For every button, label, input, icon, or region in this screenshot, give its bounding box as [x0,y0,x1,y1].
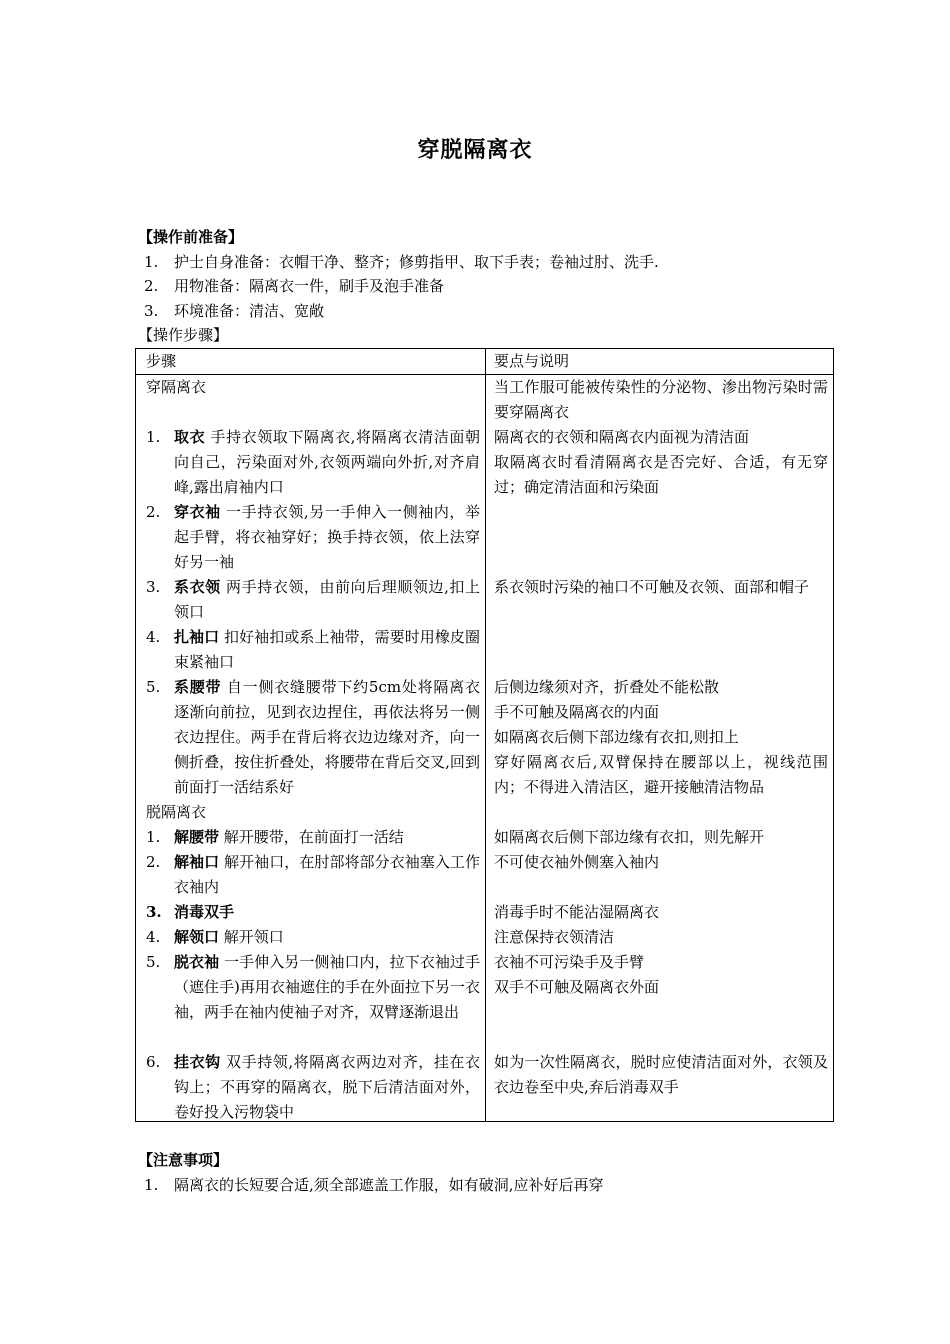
step-desc: 一手持衣领,另一手伸入一侧袖内，举起手臂，将衣袖穿好；换手持衣领，依上法穿好另一袖 [174,503,480,571]
step-name: 穿衣袖 [174,503,221,521]
note-text: 当工作服可能被传染性的分泌物、渗出物污染时需要穿隔离衣 [494,378,828,421]
step-desc: 两手持衣领，由前向后理顺领边,扣上领口 [174,578,480,621]
step-text [174,900,480,925]
notes-item [144,1174,844,1196]
step-desc: 手持衣领取下隔离衣,将隔离衣清洁面朝向自己，污染面对外,衣领两端向外折,对齐肩峰,露出肩袖内口 [174,428,480,496]
step-name: 脱衣袖 [174,953,220,971]
step-name: 系衣领 [174,578,221,596]
steps-table [135,348,834,1122]
prep-item [144,251,844,273]
steps-heading: 【操作步骤】 [138,326,229,344]
step-name: 扎袖口 [174,628,220,646]
note-text: 隔离衣的衣领和隔离衣内面视为清洁面 [494,428,750,446]
step-desc: 扣好袖扣或系上袖带，需要时用橡皮圈束紧袖口 [174,628,480,671]
column-divider [485,349,486,1121]
step-desc: 解开腰带，在前面打一活结 [219,828,404,846]
step-number: 1. [146,828,161,846]
step-name: 挂衣钩 [174,1053,221,1071]
step-desc: 一手伸入另一侧袖口内，拉下衣袖过手（遮住手)再用衣袖遮住的手在外面拉下另一衣袖，两手在袖内使袖子对齐，双臂逐渐退出 [174,953,480,1021]
step-number: 2. [146,853,161,871]
note-text: 如隔离衣后侧下部边缘有衣扣,则扣上 [494,728,739,746]
step-text [174,675,480,800]
step-number: 3. [146,578,161,596]
step-number: 2. [146,503,161,521]
step-number: 5. [146,678,161,696]
step-text [174,1050,480,1125]
prep-item-number: 3. [144,302,159,320]
step-name: 系腰带 [174,678,222,696]
step-text [174,950,480,1025]
step-number: 5. [146,953,161,971]
step-name: 解领口 [174,928,220,946]
step-text [174,575,480,625]
prep-heading: 【操作前准备】 [138,228,244,246]
note-text: 手不可触及隔离衣的内面 [494,703,660,721]
step-number: 3. [146,903,162,921]
note-text: 双手不可触及隔离衣外面 [494,978,660,996]
step-text [174,825,480,850]
note-text: 衣袖不可污染手及手臂 [494,953,645,971]
notes-heading: 【注意事项】 [138,1151,229,1169]
note-text: 如隔离衣后侧下部边缘有衣扣，则先解开 [494,828,765,846]
prep-item-number: 2. [144,277,159,295]
step-name: 消毒双手 [174,903,235,921]
step-text [174,850,480,900]
step-desc: 自一侧衣缝腰带下约5cm处将隔离衣逐渐向前拉，见到衣边捏住，再依法将另一侧衣边捏住。两手在背后将衣边边缘对齐，向一侧折叠，按住折叠处，将腰带在背后交叉,回到前面打一活结系好 [174,678,480,796]
doff-section-label: 脱隔离衣 [146,803,207,821]
note-text: 注意保持衣领清洁 [494,928,615,946]
don-section-label: 穿隔离衣 [146,378,207,396]
column-header-steps: 步骤 [146,352,177,370]
step-desc: 双手持领,将隔离衣两边对齐，挂在衣钩上；不再穿的隔离衣，脱下后清洁面对外，卷好投入污物袋中 [174,1053,480,1121]
note-text: 消毒手时不能沾湿隔离衣 [494,903,660,921]
step-number: 4. [146,628,161,646]
note-text: 后侧边缘须对齐，折叠处不能松散 [494,678,720,696]
step-number: 1. [146,428,161,446]
prep-item-text: 护士自身准备：衣帽干净、整齐；修剪指甲、取下手表；卷袖过肘、洗手. [174,253,659,271]
step-number: 4. [146,928,161,946]
prep-item [144,275,844,297]
note-text: 如为一次性隔离衣，脱时应使清洁面对外，衣领及衣边卷至中央,弃后消毒双手 [494,1053,828,1096]
notes-item-number: 1. [144,1176,159,1194]
step-desc: 解开袖口，在肘部将部分衣袖塞入工作衣袖内 [174,853,480,896]
step-text [174,425,480,500]
column-header-notes: 要点与说明 [494,352,570,370]
page-title: 穿脱隔离衣 [417,137,533,163]
note-text: 取隔离衣时看清隔离衣是否完好、合适，有无穿过；确定清洁面和污染面 [494,453,828,496]
note-text: 不可使衣袖外侧塞入袖内 [494,853,660,871]
prep-item-text: 用物准备：隔离衣一件，刷手及泡手准备 [174,277,445,295]
prep-item-text: 环境准备：清洁、宽敞 [174,302,325,320]
prep-item-number: 1. [144,253,159,271]
step-desc: 解开领口 [219,928,284,946]
step-text [174,925,480,950]
prep-item [144,300,844,322]
step-name: 取衣 [174,428,206,446]
step-name: 解腰带 [174,828,220,846]
note-text: 系衣领时污染的袖口不可触及衣领、面部和帽子 [494,578,810,596]
step-number: 6. [146,1053,161,1071]
step-text [174,625,480,675]
step-text [174,500,480,575]
step-name: 解袖口 [174,853,220,871]
note-text: 穿好隔离衣后,双臂保持在腰部以上，视线范围内；不得进入清洁区，避开接触清洁物品 [494,753,828,796]
notes-item-text: 隔离衣的长短要合适,须全部遮盖工作服，如有破洞,应补好后再穿 [174,1176,604,1194]
